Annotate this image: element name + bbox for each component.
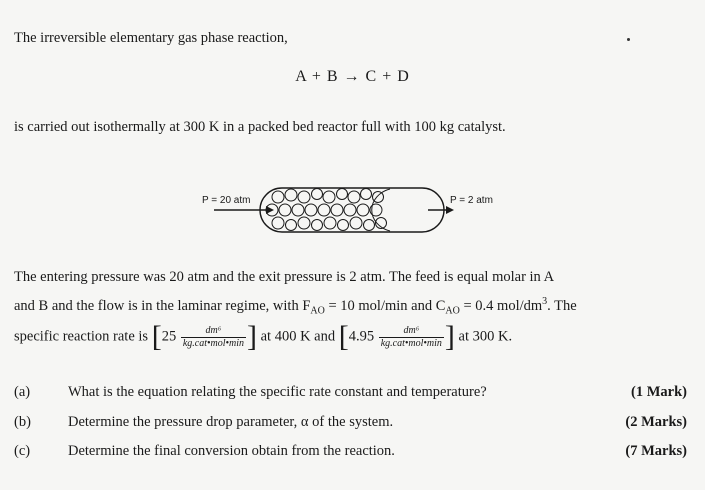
reaction-equation: A + B → C + D [295, 68, 410, 85]
k1-units: $\frac{\text{dm⁶}}{\text{kg.cat•mol•min}}$ [182, 324, 244, 349]
body-line-2 [14, 296, 577, 317]
body-line-2-a: and B and the flow is in the laminar regime, with F [14, 297, 311, 314]
k1-value: 25 [161, 328, 177, 345]
question-marks: (7 Marks) [625, 443, 687, 459]
body-line-3-c: at 300 K. [458, 328, 513, 345]
question-marks: (1 Mark) [631, 384, 687, 400]
question-text: What is the equation relating the specific rate constant and temperature? [68, 384, 487, 400]
intro-line-2: is carried out isothermally at 300 K in a packed bed reactor full with 100 kg catalyst. [14, 119, 506, 135]
question-marks: (2 Marks) [625, 414, 687, 430]
k2-units: $\frac{\text{dm⁶}}{\text{kg.cat•mol•min}}$ [380, 324, 442, 349]
body-line-3-a: specific reaction rate is [14, 328, 149, 345]
question-text: Determine the final conversion obtain from the reaction. [68, 443, 395, 459]
catalyst-particles [266, 189, 387, 231]
body-line-2-b: = 10 mol/min and C [324, 297, 446, 314]
body-line-2-c: = 0.4 mol/dm [459, 297, 543, 314]
packed-bed-reactor-diagram [190, 180, 510, 250]
outlet-arrowhead [446, 206, 454, 214]
cao-subscript: AO [445, 305, 460, 317]
outlet-pressure-label: P = 2 atm [450, 195, 493, 206]
body-line-1: The entering pressure was 20 atm and the exit pressure is 2 atm. The feed is equal molar in A [14, 269, 555, 285]
question-text: Determine the pressure drop parameter, α of the system. [68, 414, 394, 430]
body-line-3: specific reaction rate is [25 $\frac{\text{dm⁶}}{\text{kg.cat•mol•min}}$ ] at 400 K and [4.95 $\frac{\text{dm⁶}}{\text{kg.cat•mol•min}}$ ] at 300 K. [14, 320, 513, 353]
body-line-2-d: . The [547, 297, 577, 314]
inlet-pressure-label: P = 20 atm [202, 195, 251, 206]
fao-subscript: AO [310, 305, 325, 317]
reactor-tube [260, 188, 444, 232]
question-label: (c) [14, 443, 31, 459]
stray-dot [627, 38, 630, 41]
question-label: (b) [14, 414, 31, 430]
k2-value: 4.95 [348, 328, 375, 345]
body-line-3-b: at 400 K and [260, 328, 336, 345]
question-label: (a) [14, 384, 31, 400]
intro-line-1: The irreversible elementary gas phase reaction, [14, 30, 288, 46]
dm3-superscript: 3 [542, 296, 548, 307]
